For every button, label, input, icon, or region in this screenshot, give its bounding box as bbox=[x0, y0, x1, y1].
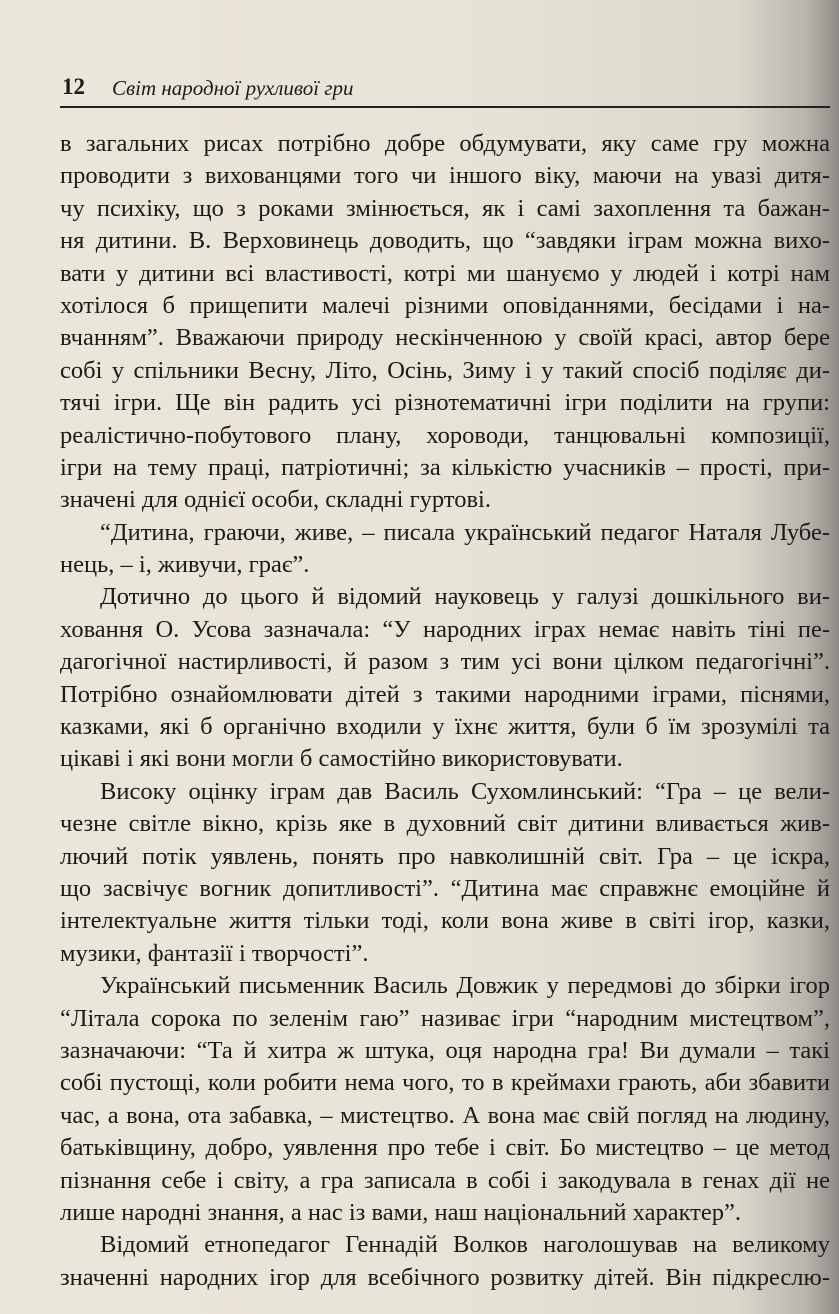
text-line: собі у спільники Весну, Літо, Осінь, Зиму і у такий спосіб поділяє ди- bbox=[60, 356, 830, 384]
text-line: реалістично-побутового плану, хороводи, танцювальні композиції, bbox=[60, 421, 830, 449]
text-line: дагогічної настирливості, й разом з тим усі вони цілком педагогічні”. bbox=[60, 648, 830, 676]
text-line: нець, – і, живучи, грає”. bbox=[60, 551, 310, 579]
text-line: Дотично до цього й відомий науковець у галузі дошкільного ви- bbox=[100, 583, 830, 611]
page-number: 12 bbox=[62, 74, 85, 99]
text-line: час, а вона, ота забавка, – мистецтво. А вона має свій погляд на людину, bbox=[60, 1101, 830, 1129]
text-line: в загальних рисах потрібно добре обдумувати, яку саме гру можна bbox=[60, 130, 830, 157]
text-line: ховання О. Усова зазначала: “У народних іграх немає навіть тіні пе- bbox=[60, 615, 830, 643]
text-line: що засвічує вогник допитливості”. “Дитина має справжнє емоційне й bbox=[60, 874, 830, 902]
text-line: “Літала сорока по зеленім гаю” називає ігри “народним мистецтвом”, bbox=[60, 1004, 830, 1032]
text-line: вати у дитини всі властивості, котрі ми шануємо у людей і котрі нам bbox=[60, 259, 830, 287]
text-line: цікаві і які вони могли б самостійно використовувати. bbox=[60, 745, 623, 773]
text-line: інтелектуальне життя тільки тоді, коли вона живе в світі ігор, казки, bbox=[60, 907, 830, 935]
text-line: “Дитина, граючи, живе, – писала український педагог Наталя Лубе- bbox=[100, 518, 830, 546]
text-line: батьківщину, добро, уявлення про тебе і світ. Бо мистецтво – це метод bbox=[60, 1134, 830, 1162]
text-line: чу психіку, що з роками змінюється, як і самі захоплення та бажан- bbox=[60, 194, 830, 222]
body-text bbox=[60, 128, 830, 1294]
text-line: лише народні знання, а нас із вами, наш національний характер”. bbox=[60, 1198, 741, 1226]
text-line: вчанням”. Вважаючи природу нескінченною у своїй красі, автор бере bbox=[60, 324, 830, 352]
text-line: лючий потік уявлень, понять про навколишній світ. Гра – це іскра, bbox=[60, 842, 830, 870]
text-line: Потрібно ознайомлювати дітей з такими народними іграми, піснями, bbox=[60, 680, 830, 708]
text-line: проводити з вихованцями того чи іншого віку, маючи на увазі дитя- bbox=[60, 162, 830, 190]
text-line: Високу оцінку іграм дав Василь Сухомлинський: “Гра – це вели- bbox=[100, 777, 830, 805]
text-line: Відомий етнопедагог Геннадій Волков наголошував на великому bbox=[100, 1231, 830, 1259]
text-line: зазначаючи: “Та й хитра ж штука, оця народна гра! Ви думали – такі bbox=[60, 1036, 830, 1064]
text-line: хотілося б прищепити малечі різними оповіданнями, бесідами і на- bbox=[60, 291, 830, 319]
text-line: значенні народних ігор для всебічного розвитку дітей. Він підкреслю- bbox=[60, 1263, 830, 1291]
text-line: ігри на тему праці, патріотичні; за кількістю учасників – прості, при- bbox=[60, 453, 830, 481]
running-title: Світ народної рухливої гри bbox=[112, 76, 354, 100]
text-line: чезне світле вікно, крізь яке в духовний світ дитини вливається жив- bbox=[60, 810, 830, 838]
text-line: ня дитини. В. Верховинець доводить, що “завдяки іграм можна вихо- bbox=[60, 227, 830, 255]
text-line: казками, які б органічно входили у їхнє життя, були б їм зрозумілі та bbox=[60, 713, 830, 741]
text-line: тячі ігри. Ще він радить усі різнотематичні ігри поділити на групи: bbox=[60, 389, 830, 417]
page-header bbox=[60, 72, 830, 108]
text-line: музики, фантазії і творчості”. bbox=[60, 939, 369, 967]
text-line: Український письменник Василь Довжик у передмові до збірки ігор bbox=[100, 972, 830, 1000]
text-line: пізнання себе і світу, а гра записала в собі і закодувала в генах дії не bbox=[60, 1166, 830, 1194]
text-line: собі пустощі, коли робити нема чого, то в креймахи грають, аби збавити bbox=[60, 1069, 830, 1097]
text-line: значені для однієї особи, складні гуртові. bbox=[60, 486, 491, 514]
